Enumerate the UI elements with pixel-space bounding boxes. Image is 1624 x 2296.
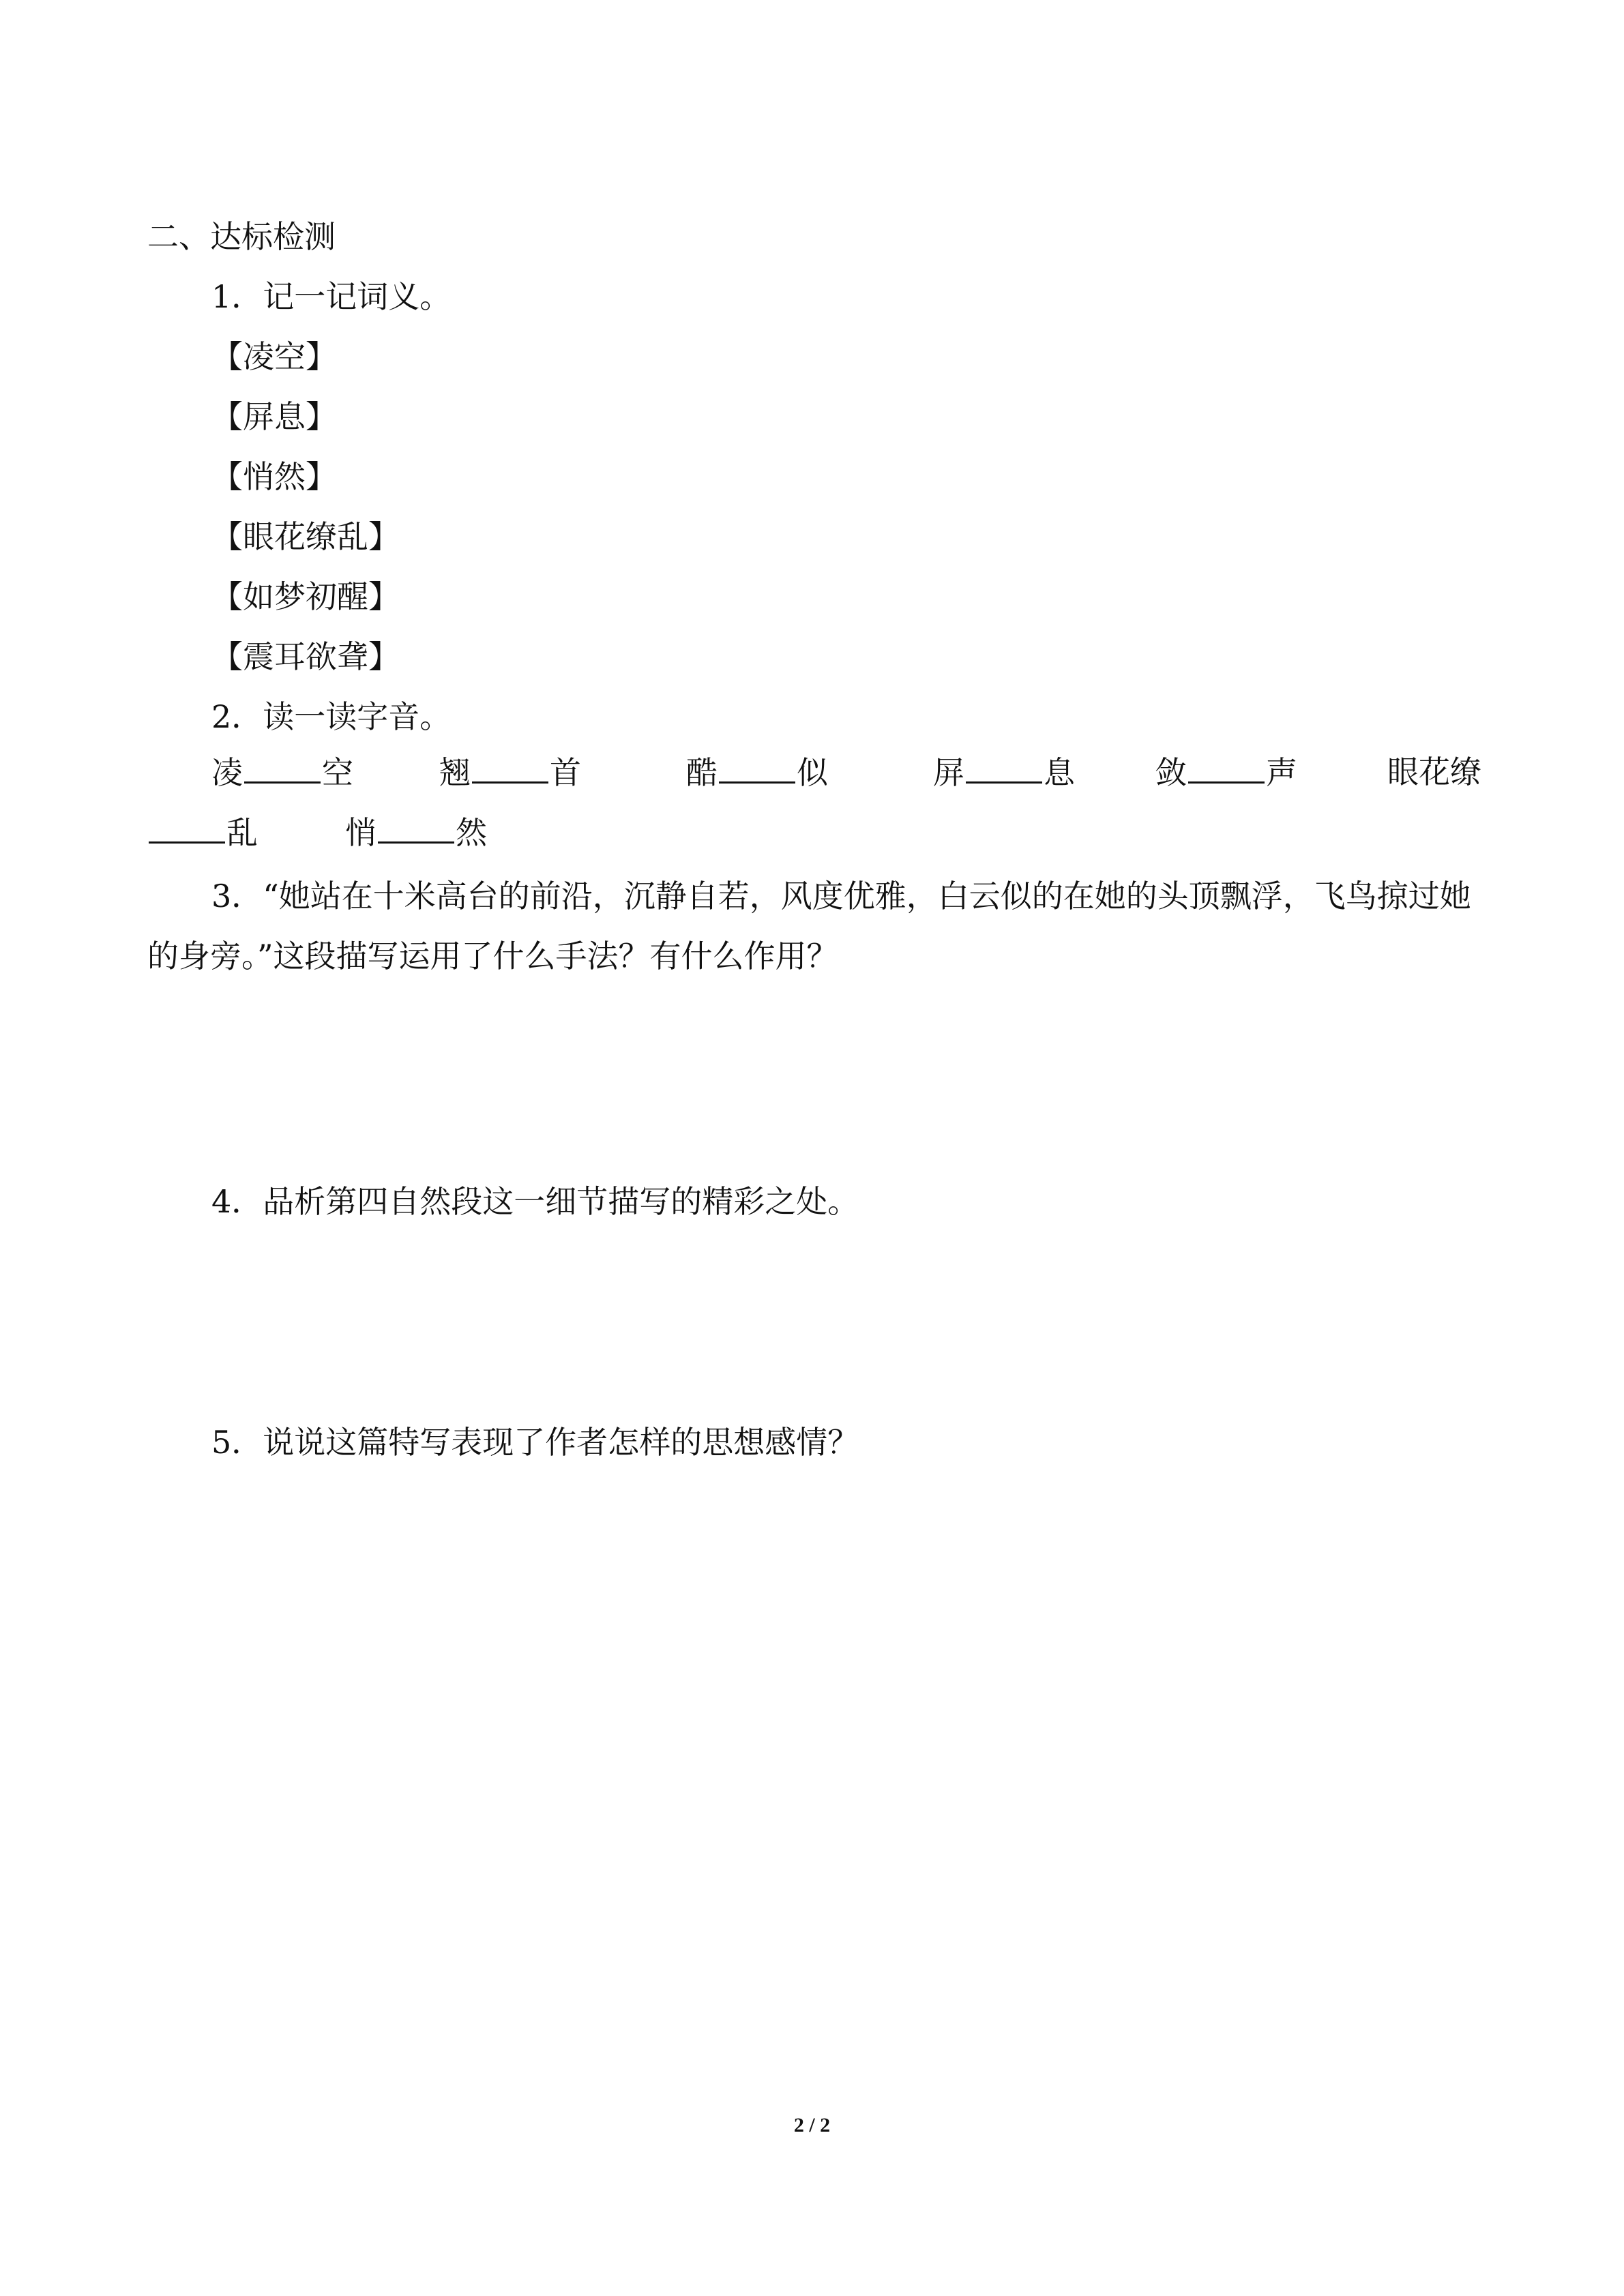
pinyin-char-after: 乱: [226, 814, 258, 851]
pinyin-item: [345, 811, 487, 853]
pinyin-char-before: 悄: [345, 814, 377, 851]
term-4: 【眼花缭乱】: [211, 518, 400, 555]
answer-space-4[interactable]: [147, 1234, 1477, 1418]
pinyin-blank[interactable]: [719, 751, 795, 784]
pinyin-item: [686, 751, 828, 793]
pinyin-blank[interactable]: [149, 811, 225, 844]
pinyin-char-before: 眼花缭: [1387, 754, 1481, 790]
pinyin-item: [211, 751, 353, 793]
pinyin-char-after: 息: [1044, 754, 1075, 791]
pinyin-blank[interactable]: [1188, 751, 1265, 784]
pinyin-row-1: [211, 751, 1480, 792]
term-2: 【屏息】: [211, 398, 337, 435]
pinyin-item: [933, 751, 1075, 793]
pinyin-item: [1155, 751, 1297, 793]
pinyin-blank[interactable]: [244, 751, 321, 784]
pinyin-char-after: 似: [797, 754, 828, 791]
section-title: 二、达标检测: [147, 218, 336, 255]
pinyin-char-before: 酷: [686, 754, 718, 791]
pinyin-item: [147, 811, 258, 853]
pinyin-blank[interactable]: [966, 751, 1042, 784]
question-1-prompt: 1．记一记词义。: [211, 278, 452, 315]
pinyin-char-after: 然: [456, 814, 487, 851]
pinyin-char-after: 空: [322, 754, 353, 791]
pinyin-char-before: 敛: [1155, 754, 1187, 791]
term-5: 【如梦初醒】: [211, 578, 400, 615]
pinyin-blank[interactable]: [472, 751, 548, 784]
term-3: 【悄然】: [211, 458, 337, 495]
question-2-prompt: 2．读一读字音。: [211, 698, 452, 735]
question-3: 3．“她站在十米高台的前沿，沉静自若，风度优雅，白云似的在她的头顶飘浮，飞鸟掠过她的身旁。”这段描写运用了什么手法？有什么作用？: [147, 878, 1471, 974]
pinyin-char-after: 声: [1266, 754, 1297, 791]
answer-space-5[interactable]: [147, 1476, 1477, 2076]
pinyin-item: [439, 751, 581, 793]
page-number: 2 / 2: [793, 2114, 831, 2136]
pinyin-blank[interactable]: [378, 811, 454, 844]
pinyin-char-after: 首: [550, 754, 581, 791]
term-1: 【凌空】: [211, 338, 337, 375]
answer-space-3[interactable]: [147, 993, 1477, 1170]
question-5: 5．说说这篇特写表现了作者怎样的思想感情？: [211, 1424, 859, 1461]
pinyin-char-before: 凌: [211, 754, 243, 791]
question-4: 4．品析第四自然段这一细节描写的精彩之处。: [211, 1183, 859, 1220]
pinyin-char-before: 翘: [439, 754, 471, 791]
pinyin-char-before: 屏: [933, 754, 964, 791]
term-6: 【震耳欲聋】: [211, 638, 400, 675]
pinyin-item: [1387, 751, 1481, 792]
